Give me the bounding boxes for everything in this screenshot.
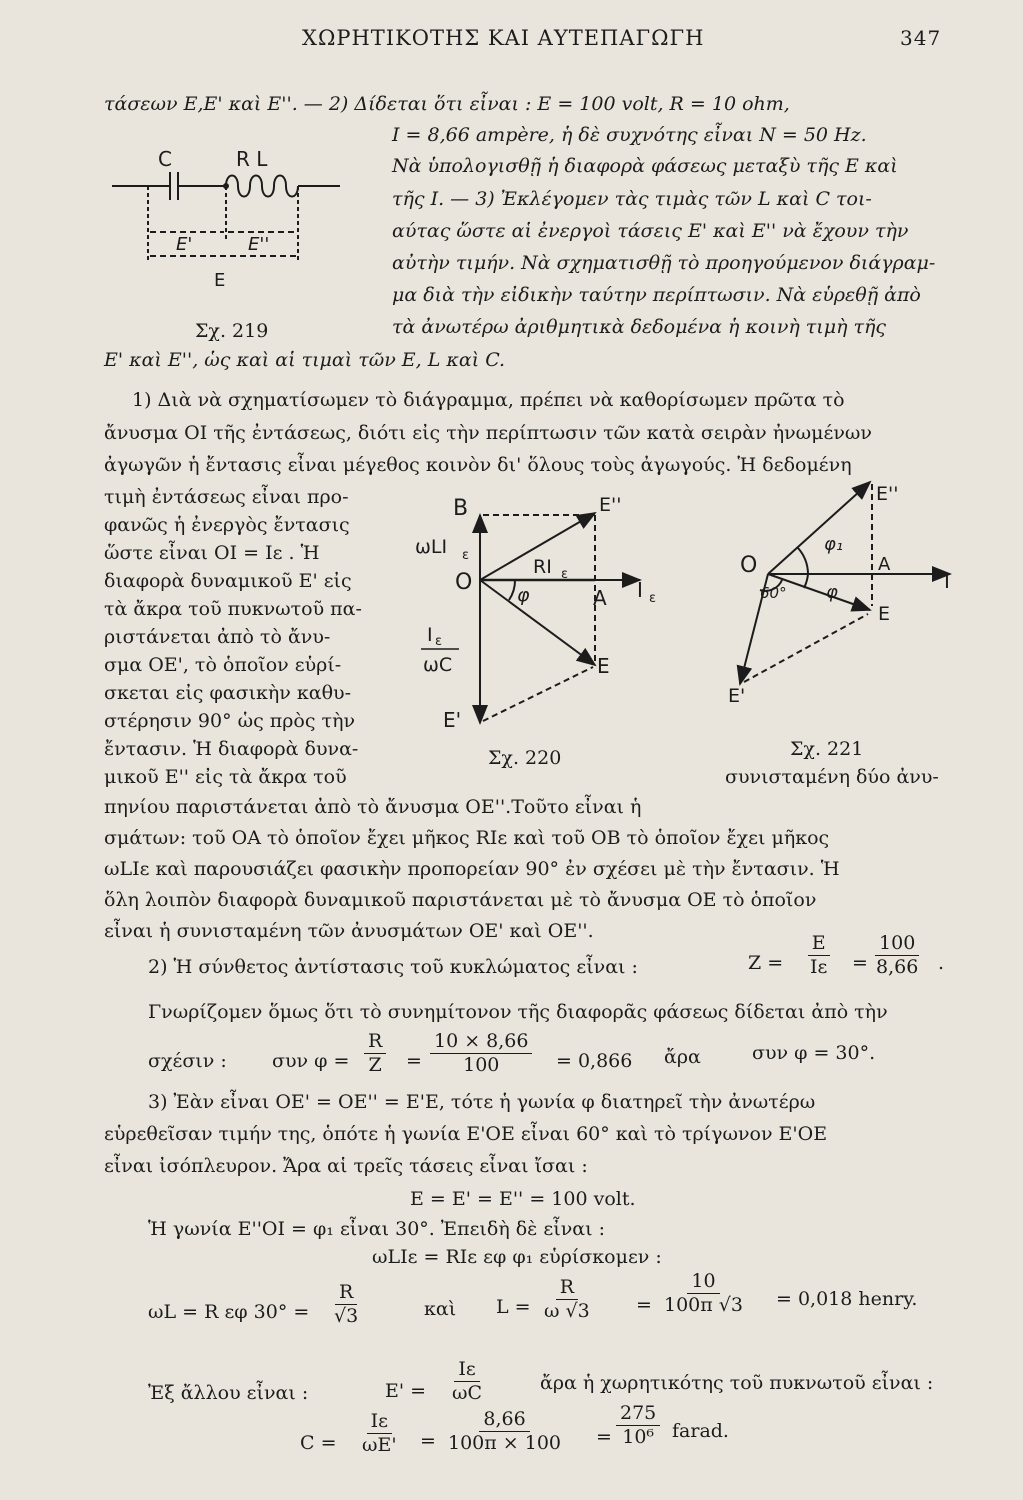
col-line-3: ὥστε εἶναι ΟΙ = Iε . Ἡ (104, 542, 320, 564)
label-frac-sub: ε (435, 634, 443, 649)
p1-line-1: 1) Διὰ νὰ σχηματίσωμεν τὸ διάγραμμα, πρέπει νὰ καθορίσωμεν πρῶτα τὸ (132, 389, 845, 411)
col-line-11: μικοῦ Ε'' εἰς τὰ ἄκρα τοῦ (104, 766, 347, 788)
dash-e1-e (483, 667, 593, 721)
label-phi1: φ₁ (824, 534, 844, 555)
c-eq-2: = (596, 1426, 612, 1448)
p1-line-3: ἀγωγῶν ἡ ἔντασις εἶναι μέγεθος κοινὸν δι' ὅλους τοὺς ἀγωγούς. Ἡ δεδομένη (104, 454, 852, 476)
label-e2: E'' (599, 494, 622, 516)
c-unit: farad. (672, 1420, 729, 1442)
label-wli: ωLI (415, 536, 448, 558)
p2-line-1: πηνίου παριστάνεται ἀπὸ τὸ ἄνυσμα ΟΕ''.Τοῦτο εἶναι ἡ (104, 796, 642, 818)
label-wli-sub: ε (462, 548, 470, 563)
junction-dot (223, 183, 229, 189)
label-i: I (637, 578, 643, 602)
label-e1: E' (443, 708, 462, 732)
z-lhs: Z = (748, 952, 784, 974)
angle-phi1-arc (798, 548, 808, 574)
c-den-1: ωE' (362, 1434, 397, 1456)
c-num-3: 275 (616, 1404, 660, 1426)
z-frac-2 (872, 934, 922, 977)
p4-text: Γνωρίζομεν ὅμως ὅτι τὸ συνημίτονον τῆς διαφορᾶς φάσεως δίδεται ἀπὸ τὴν (148, 1001, 888, 1023)
label-i: I (944, 569, 950, 593)
col-line-9: στέρησιν 90° ὡς πρὸς τὴν (104, 710, 355, 732)
l-eq: = (636, 1294, 652, 1316)
l-result: = 0,018 henry. (776, 1288, 918, 1310)
label-e: E (597, 654, 610, 678)
label-e1: E' (728, 685, 746, 707)
label-rl: R L (236, 147, 268, 171)
figure-219-circuit (108, 140, 348, 300)
vector-oe (480, 580, 595, 665)
label-i-sub: ε (649, 591, 657, 606)
label-e2: E'' (876, 483, 899, 505)
col-line-2: φανῶς ἡ ἐνεργὸς ἔντασις (104, 514, 350, 536)
z-dot: . (938, 952, 945, 974)
label-phi: φ (826, 582, 838, 603)
label-phi: φ (517, 584, 530, 606)
label-b: B (453, 496, 469, 521)
eq-volt: E = E' = E'' = 100 volt. (410, 1188, 636, 1210)
col-line-5: τὰ ἄκρα τοῦ πυκνωτοῦ πα- (104, 598, 362, 620)
page-number: 347 (900, 26, 942, 50)
cos-final: συν φ = 30°. (752, 1042, 876, 1064)
wl-lhs: ωL = R εφ 30° = (148, 1301, 310, 1323)
label-frac-den: ωC (423, 654, 453, 676)
cos-frac-2 (430, 1032, 532, 1075)
label-e: E (878, 603, 891, 625)
col-line-10: ἔντασιν. Ἡ διαφορὰ δυνα- (104, 738, 359, 760)
label-e: E (214, 270, 226, 291)
c-num-1: Iε (367, 1412, 392, 1434)
p6-line-2: εὑρεθεῖσαν τιμήν της, ὁπότε ἡ γωνία Ε'ΟΕ εἶναι 60° καὶ τὸ τρίγωνον Ε'ΟΕ (104, 1123, 828, 1145)
c-den-2: 100π × 100 (448, 1432, 562, 1454)
label-60: 60° (760, 584, 787, 602)
z-eq: = (852, 952, 868, 974)
p2-line-2: σμάτων: τοῦ ΟΑ τὸ ὁποῖον ἔχει μῆκος RIε καὶ τοῦ ΟΒ τὸ ὁποῖον ἔχει μῆκος (104, 827, 830, 849)
e1-den: ωC (452, 1382, 483, 1404)
c-lhs: C = (300, 1432, 337, 1454)
wl-num: R (335, 1283, 357, 1305)
label-c: C (158, 147, 172, 171)
angle-phi-arc (804, 574, 808, 588)
p3-text: 2) Ἡ σύνθετος ἀντίστασις τοῦ κυκλώματος εἶναι : (148, 956, 638, 978)
figure-221-caption: Σχ. 221 (790, 738, 864, 760)
label-ri: RI (533, 556, 552, 578)
cos-lhs: συν φ = (272, 1050, 350, 1072)
label-e1: E' (176, 234, 193, 255)
intro-line-7: μα διὰ τὴν εἰδικὴν ταύτην περίπτωσιν. Νὰ εὑρεθῇ ἀπὸ (392, 284, 921, 306)
c-frac-2 (444, 1410, 565, 1453)
c-den-3: 10⁶ (622, 1426, 655, 1448)
z-num-1: E (808, 934, 830, 956)
p5-label: σχέσιν : (148, 1050, 227, 1072)
cos-den-1: Z (368, 1054, 382, 1076)
z-den-2: 8,66 (876, 956, 919, 978)
eq-tan: ωLIε = RIε εφ φ₁ εὑρίσκομεν : (372, 1246, 662, 1268)
c-eq-1: = (420, 1430, 436, 1452)
intro-line-2: I = 8,66 ampère, ἡ δὲ συχνότης εἶναι N = 50 Hz. (392, 124, 867, 146)
label-frac-num: I (427, 624, 433, 646)
col-line-4: διαφορὰ δυναμικοῦ Ε' εἰς (104, 570, 352, 592)
p2-line-5: εἶναι ἡ συνισταμένη τῶν ἀνυσμάτων ΟΕ' καὶ ΟΕ''. (104, 920, 594, 942)
intro-line-5: αύτας ὥστε αἱ ἐνεργοὶ τάσεις Ε' καὶ Ε'' νὰ ἔχουν τὴν (392, 220, 909, 242)
col-line-6: ριστάνεται ἀπὸ τὸ ἄνυ- (104, 626, 331, 648)
cos-ara: ἄρα (664, 1046, 701, 1068)
kai-word: καὶ (424, 1298, 457, 1320)
cos-frac-1 (364, 1032, 386, 1075)
p2-line-4: ὅλη λοιπὸν διαφορὰ δυναμικοῦ παριστάνεται μὲ τὸ ἄνυσμα ΟΕ τὸ ὁποῖον (104, 889, 817, 911)
figure-221-phasor (720, 470, 990, 715)
dash-e1-e (744, 614, 868, 682)
c-frac-1 (358, 1412, 401, 1455)
intro-line-3: Νὰ ὑπολογισθῇ ἡ διαφορὰ φάσεως μεταξὺ τῆς Ε καὶ (392, 155, 898, 177)
angle-phi-arc (509, 580, 515, 600)
l-frac-2 (660, 1272, 747, 1315)
label-a: A (878, 554, 891, 575)
l-num-2: 10 (687, 1272, 719, 1294)
cos-num-2: 10 × 8,66 (430, 1032, 532, 1054)
l-num-1: R (556, 1278, 578, 1300)
cos-den-2: 100 (463, 1054, 500, 1076)
e1-lhs: E' = (385, 1380, 427, 1402)
z-den-1: Iε (810, 956, 828, 978)
p6-line-1: 3) Ἐὰν εἶναι ΟΕ' = ΟΕ'' = Ε'Ε, τότε ἡ γωνία φ διατηρεῖ τὴν ἀνωτέρω (148, 1091, 816, 1113)
z-frac-1 (806, 934, 831, 977)
col-line-1: τιμὴ ἐντάσεως εἶναι προ- (104, 486, 349, 508)
cos-num-1: R (364, 1032, 386, 1054)
l-den-2: 100π √3 (664, 1294, 743, 1316)
p7-text: Ἡ γωνία Ε''ΟΙ = φ₁ εἶναι 30°. Ἐπειδὴ δὲ εἶναι : (148, 1218, 605, 1240)
label-ri-sub: ε (561, 567, 569, 582)
p8-end: ἄρα ἡ χωρητικότης τοῦ πυκνωτοῦ εἶναι : (540, 1372, 934, 1394)
p1-line-2: ἄνυσμα ΟΙ τῆς ἐντάσεως, διότι εἰς τὴν περίπτωσιν τῶν κατὰ σειρὰν ἠνωμένων (104, 422, 872, 444)
e1-frac (448, 1360, 486, 1403)
z-num-2: 100 (875, 934, 919, 956)
wl-frac (330, 1283, 362, 1326)
figure-220-caption: Σχ. 220 (488, 747, 562, 769)
intro-line-6: αὐτὴν τιμήν. Νὰ σχηματισθῇ τὸ προηγούμενον διάγραμ- (392, 252, 936, 274)
wl-den: √3 (334, 1305, 359, 1327)
label-a: A (593, 586, 607, 610)
col-line-11-end: συνισταμένη δύο ἀνυ- (725, 766, 939, 788)
label-e2: E'' (248, 234, 270, 255)
p2-line-3: ωLIε καὶ παρουσιάζει φασικὴν προπορείαν 90° ἐν σχέσει μὲ τὴν ἔντασιν. Ἡ (104, 858, 840, 880)
l-frac-1 (540, 1278, 594, 1321)
l-den-1: ω √3 (544, 1300, 590, 1322)
label-o: O (455, 570, 473, 595)
inductor-coil (226, 176, 298, 197)
cos-eq: = (406, 1050, 422, 1072)
intro-line-1: τάσεων Ε,Ε' καὶ Ε''. — 2) Δίδεται ὅτι εἶναι : Ε = 100 volt, R = 10 ohm, (104, 93, 790, 115)
intro-line-9: Ε' καὶ Ε'', ὡς καὶ αἱ τιμαὶ τῶν Ε, L καὶ C. (104, 349, 506, 371)
figure-219-caption: Σχ. 219 (195, 320, 269, 342)
e1-num: Iε (454, 1360, 479, 1382)
running-header: ΧΩΡΗΤΙΚΟΤΗΣ ΚΑΙ ΑΥΤΕΠΑΓΩΓΗ (302, 26, 705, 50)
vector-oe2 (768, 482, 870, 574)
p8-text: Ἐξ ἄλλου εἶναι : (148, 1382, 309, 1404)
c-num-2: 8,66 (479, 1410, 529, 1432)
l-lhs: L = (496, 1296, 531, 1318)
col-line-7: σμα ΟΕ', τὸ ὁποῖον εὑρί- (104, 654, 342, 676)
col-line-8: σκεται εἰς φασικὴν καθυ- (104, 682, 352, 704)
intro-line-4: τῆς I. — 3) Ἐκλέγομεν τὰς τιμὰς τῶν L καὶ C τοι- (392, 188, 872, 210)
p6-line-3: εἶναι ἰσόπλευρον. Ἄρα αἱ τρεῖς τάσεις εἶναι ἴσαι : (104, 1155, 588, 1177)
intro-line-8: τὰ ἀνωτέρω ἀριθμητικὰ δεδομένα ἡ κοινὴ τιμὴ τῆς (392, 316, 887, 338)
figure-220-phasor (405, 485, 705, 750)
label-o: O (740, 553, 758, 578)
c-frac-3 (616, 1404, 660, 1447)
cos-result: = 0,866 (556, 1050, 633, 1072)
